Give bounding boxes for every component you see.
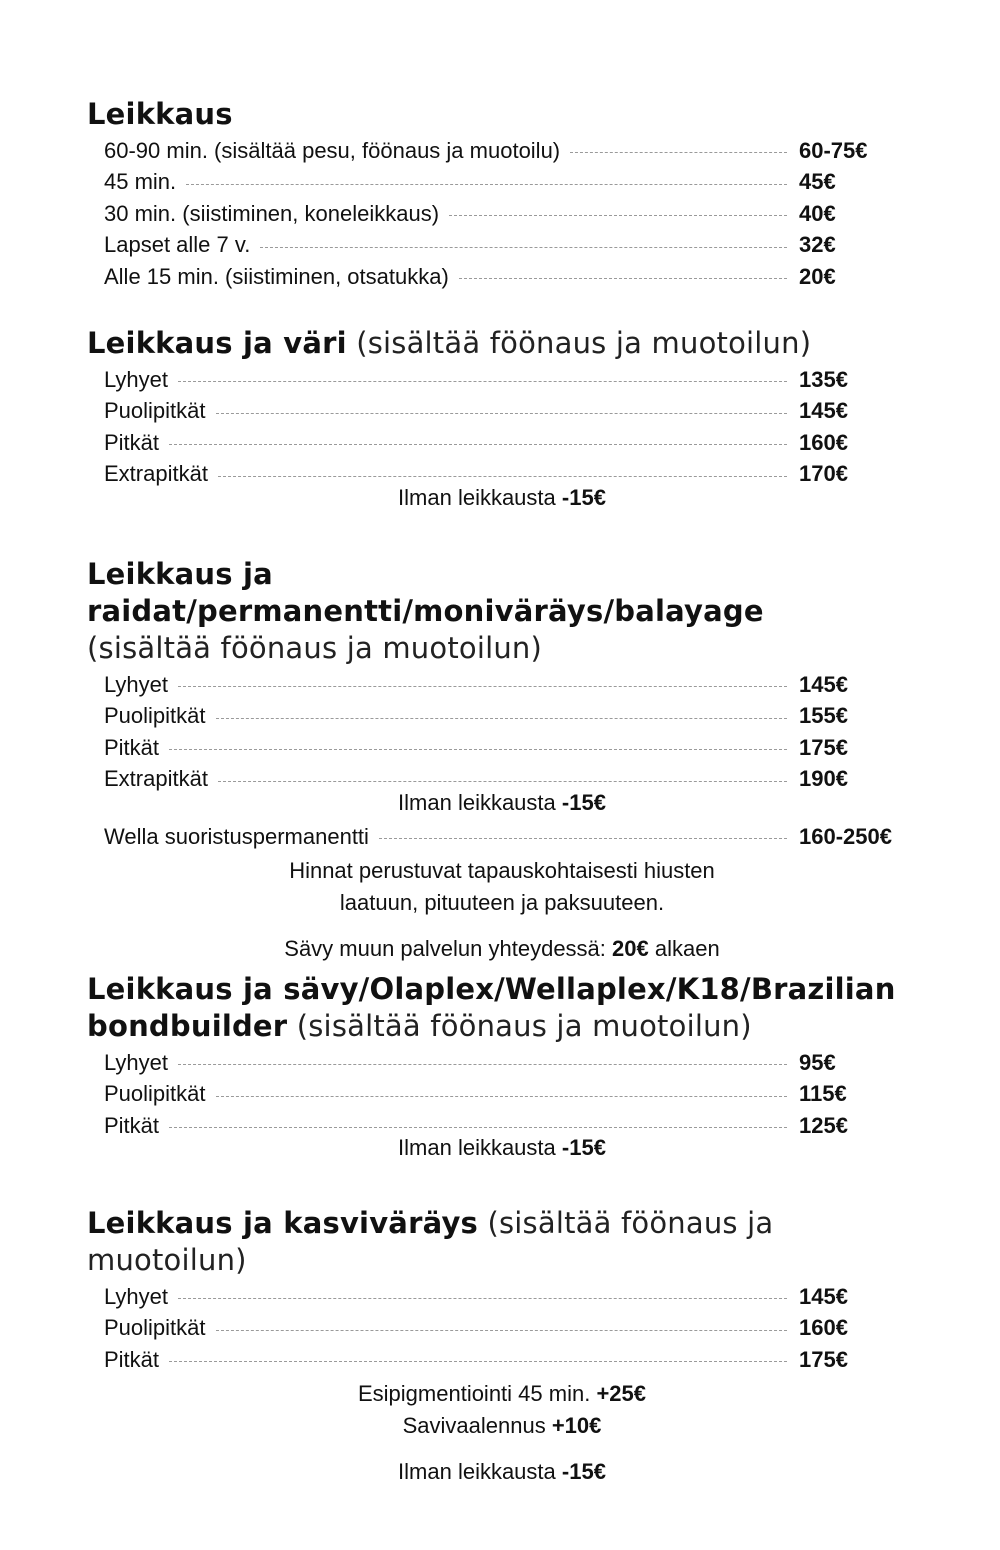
section-title: Leikkaus ja sävy/Olaplex/Wellaplex/K18/Brazilian bondbuilder (sisältää föönaus ja muotoilun): [87, 972, 896, 1043]
discount-note: Ilman leikkausta -15€: [398, 485, 606, 510]
info-note: Hinnat perustuvat tapauskohtaisesti hiusten: [289, 857, 715, 883]
price-row: Lapset alle 7 v. 32€: [104, 232, 836, 258]
extra-note: Savivaalennus +10€: [402, 1412, 602, 1438]
section-leikkaus: [87, 96, 917, 293]
tint-note: Sävy muun palvelun yhteydessä: 20€ alkaen: [284, 935, 720, 961]
section-title: Leikkaus ja kasviväräys (sisältää föönaus ja muotoilun): [87, 1206, 774, 1277]
price-row: Pitkät 160€: [104, 429, 848, 455]
section-leikkaus-ja-vari: [87, 325, 917, 514]
extra-note: Esipigmentiointi 45 min. +25€: [357, 1380, 647, 1406]
price-row: Lyhyet 95€: [104, 1049, 836, 1075]
price-row: Extrapitkät 190€: [104, 766, 848, 792]
price-row: 30 min. (siistiminen, koneleikkaus) 40€: [104, 200, 836, 226]
price-row: 45 min. 45€: [104, 169, 836, 195]
price-row: Alle 15 min. (siistiminen, otsatukka) 20€: [104, 263, 836, 289]
discount-note: Ilman leikkausta -15€: [398, 790, 606, 815]
price-row: 60-90 min. (sisältää pesu, föönaus ja muotoilu) 60-75€: [104, 137, 868, 163]
price-row: Lyhyet 145€: [104, 1283, 848, 1309]
price-row: Puolipitkät 160€: [104, 1315, 848, 1341]
price-row: Pitkät 175€: [104, 1346, 848, 1372]
discount-note: Ilman leikkausta -15€: [398, 1458, 606, 1484]
price-row: Puolipitkät 155€: [104, 703, 848, 729]
price-row: Puolipitkät 115€: [104, 1081, 847, 1107]
section-leikkaus-ja-kasvivarjays: [87, 1205, 917, 1488]
discount-note: Ilman leikkausta -15€: [398, 1134, 606, 1160]
price-row: Wella suoristuspermanentti 160-250€: [104, 823, 892, 849]
section-leikkaus-ja-raidat: [87, 556, 917, 965]
section-title: Leikkaus ja raidat/permanentti/moniväräys/balayage (sisältää föönaus ja muotoilun): [87, 557, 764, 665]
price-row: Pitkät 175€: [104, 734, 848, 760]
price-row: Lyhyet 135€: [104, 366, 848, 392]
section-leikkaus-ja-savy: [87, 971, 917, 1164]
price-row: Puolipitkät 145€: [104, 398, 848, 424]
price-row: Extrapitkät 170€: [104, 461, 848, 487]
section-title: Leikkaus ja väri (sisältää föönaus ja muotoilun): [87, 326, 812, 360]
section-title: Leikkaus: [87, 97, 233, 131]
price-row: Lyhyet 145€: [104, 671, 848, 697]
info-note: laatuun, pituuteen ja paksuuteen.: [339, 889, 665, 915]
price-row: Pitkät 125€: [104, 1112, 848, 1138]
